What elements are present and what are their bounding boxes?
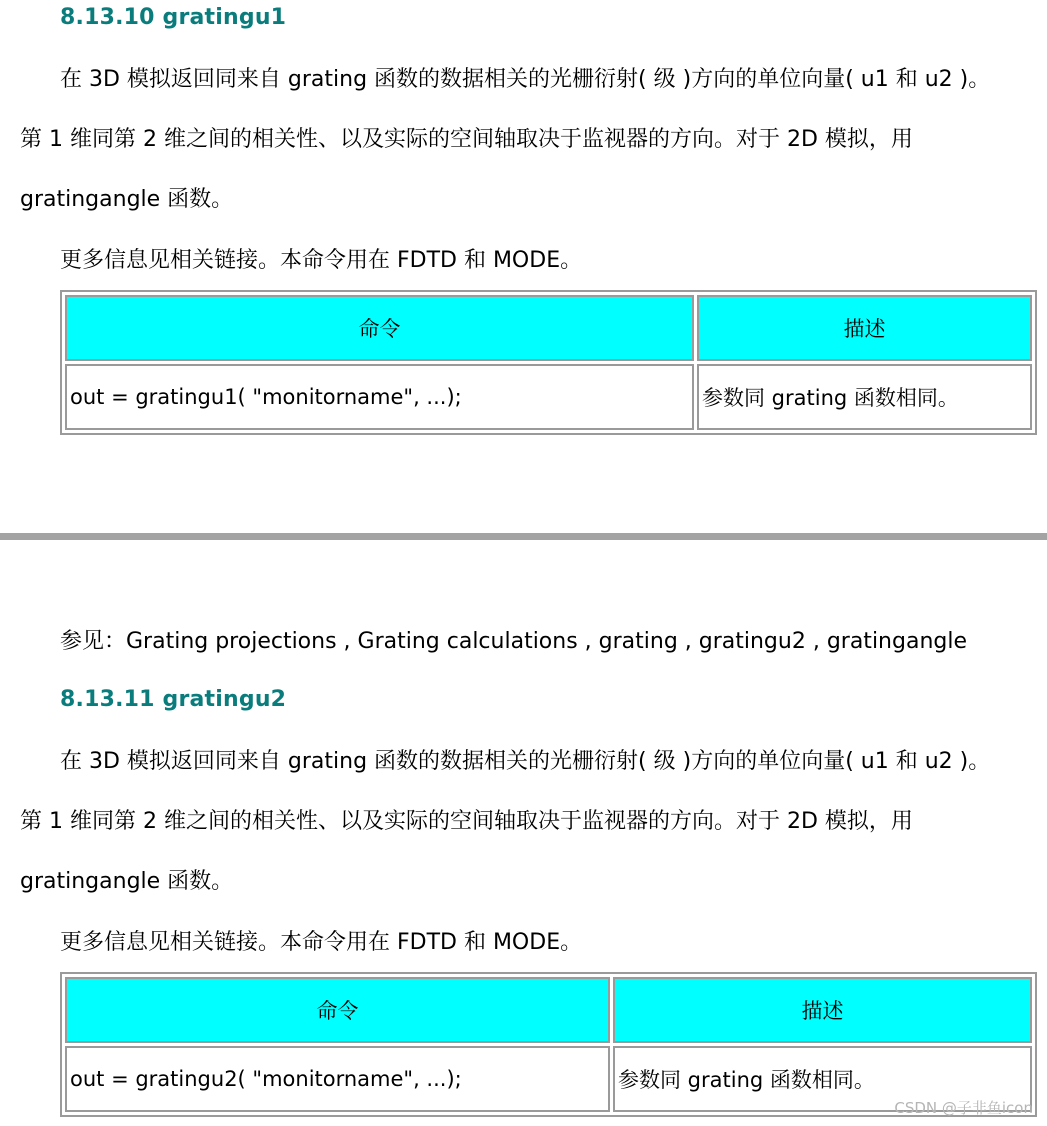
watermark-text: CSDN @子非鱼icon xyxy=(894,1099,1033,1117)
section-heading-gratingu2: 8.13.11 gratingu2 xyxy=(60,687,287,712)
table-header-command: 命令 xyxy=(65,295,694,361)
paragraph-line: gratingangle 函数。 xyxy=(20,869,234,894)
table-row xyxy=(65,1046,1032,1112)
section-heading-gratingu1: 8.13.10 gratingu1 xyxy=(60,5,287,30)
see-also-text: 参见：Grating projections , Grating calculations , grating , gratingu2 , gratingangle xyxy=(60,629,967,654)
more-info-text: 更多信息见相关链接。本命令用在 FDTD 和 MODE。 xyxy=(60,930,583,955)
paragraph-line: 在 3D 模拟返回同来自 grating 函数的数据相关的光栅衍射( 级 )方向的单位向量( u1 和 u2 )。 xyxy=(60,749,991,774)
paragraph-line: 第 1 维同第 2 维之间的相关性、以及实际的空间轴取决于监视器的方向。对于 2D 模拟，用 xyxy=(20,127,913,152)
description-cell: 参数同 grating 函数相同。 xyxy=(697,364,1032,430)
table-row xyxy=(65,364,1032,430)
command-table xyxy=(60,972,1037,1117)
horizontal-rule xyxy=(0,533,1047,540)
more-info-text: 更多信息见相关链接。本命令用在 FDTD 和 MODE。 xyxy=(60,248,583,273)
command-cell: out = gratingu1( "monitorname", ...); xyxy=(65,364,694,430)
paragraph-line: gratingangle 函数。 xyxy=(20,187,234,212)
command-table xyxy=(60,290,1037,435)
table-header-command: 命令 xyxy=(65,977,610,1043)
command-cell: out = gratingu2( "monitorname", ...); xyxy=(65,1046,610,1112)
description-cell: 参数同 grating 函数相同。 xyxy=(613,1046,1032,1112)
table-header-description: 描述 xyxy=(697,295,1032,361)
paragraph-line: 在 3D 模拟返回同来自 grating 函数的数据相关的光栅衍射( 级 )方向的单位向量( u1 和 u2 )。 xyxy=(60,67,991,92)
paragraph-line: 第 1 维同第 2 维之间的相关性、以及实际的空间轴取决于监视器的方向。对于 2D 模拟，用 xyxy=(20,809,913,834)
table-header-description: 描述 xyxy=(613,977,1032,1043)
